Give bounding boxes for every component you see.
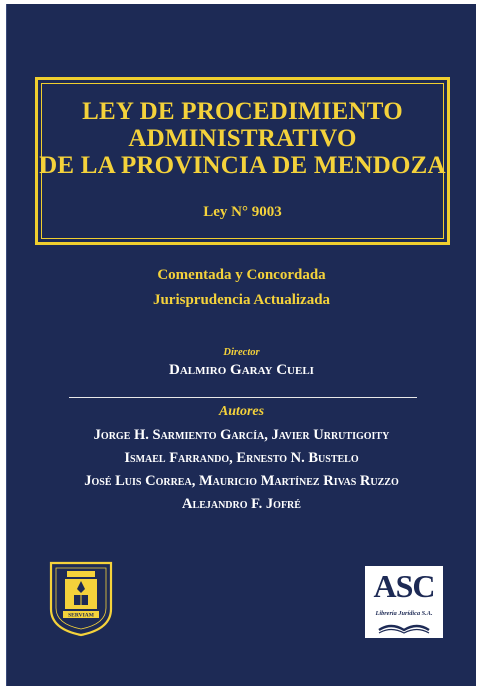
author-line-2: Ismael Farrando, Ernesto N. Bustelo: [124, 450, 359, 466]
title-frame: [35, 77, 450, 245]
director-label: Director: [223, 347, 260, 358]
director-name: Dalmiro Garay Cueli: [169, 362, 314, 378]
book-cover: [6, 4, 476, 686]
institute-seal-emblem: [47, 559, 115, 637]
open-book-icon: [365, 618, 443, 638]
author-line-1: Jorge H. Sarmiento García, Javier Urrutigoity: [93, 427, 390, 443]
seal-motto: SERVIAM: [68, 612, 94, 619]
law-number: Ley N° 9003: [203, 204, 282, 220]
subtitle-line-1: Comentada y Concordada: [157, 267, 326, 283]
publisher-caption: Librería Jurídica S.A.: [375, 610, 433, 617]
publisher-logo: [365, 566, 443, 638]
author-line-3: José Luis Correa, Mauricio Martínez Rivas Ruzzo: [84, 473, 399, 489]
publisher-logo-letters: ASC: [373, 568, 435, 604]
title-line-2: ADMINISTRATIVO: [128, 125, 357, 152]
authors-label: Autores: [218, 404, 265, 419]
divider-line: [69, 397, 417, 398]
title-line-3: DE LA PROVINCIA DE MENDOZA: [39, 152, 446, 179]
author-line-4: Alejandro F. Jofré: [182, 496, 301, 512]
title-line-1: LEY DE PROCEDIMIENTO: [82, 98, 403, 125]
subtitle-line-2: Jurisprudencia Actualizada: [152, 292, 331, 308]
